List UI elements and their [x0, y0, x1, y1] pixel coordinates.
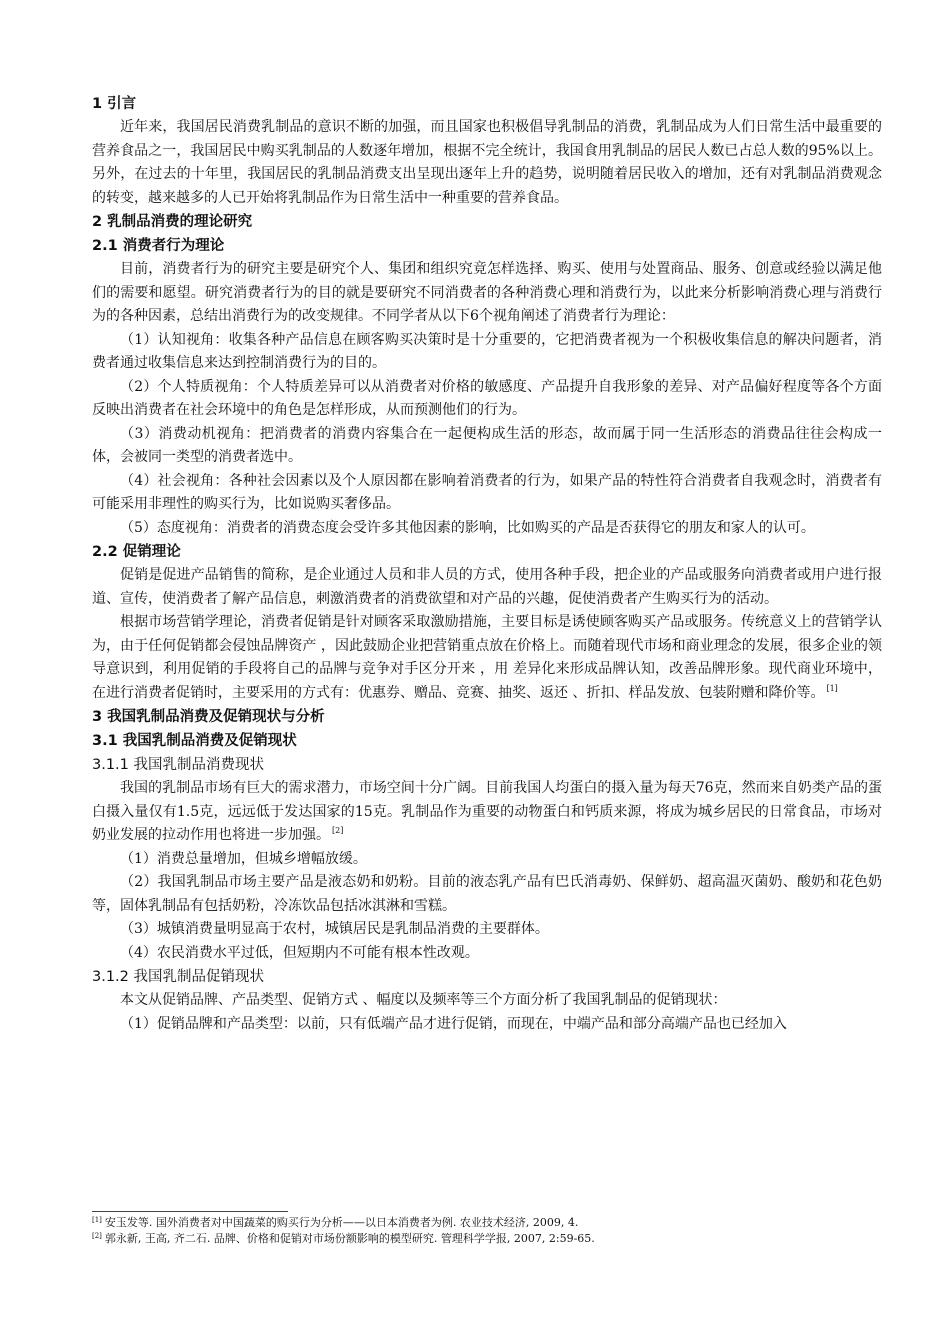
- consumer-theory-item-1: （1）认知视角：收集各种产品信息在顾客购买决策时是十分重要的，它把消费者视为一个积极收集信息的解决问题者，消费者通过收集信息来达到控制消费行为的目的。: [92, 331, 882, 371]
- citation-ref-2[interactable]: [2]: [332, 826, 344, 835]
- section-3-1-2-heading: 3.1.2 我国乳制品促销现状: [92, 969, 265, 985]
- section-2-1-heading: 2.1 消费者行为理论: [92, 238, 225, 254]
- footnote-divider: [92, 1211, 288, 1212]
- consumption-item-1: （1）消费总量增加，但城乡增幅放缓。: [120, 850, 367, 867]
- section-2-heading: 2 乳制品消费的理论研究: [92, 214, 253, 230]
- section-2-1-paragraph: 目前，消费者行为的研究主要是研究个人、集团和组织究竟怎样选择、购买、使用与处置商品、服务、创意或经验以满足他们的需要和愿望。研究消费者行为的目的就是要研究不同消费者的各种消费心理和消费行为，以此来分析影响消费心理与消费行为的各种因素，总结出消费行为的改变规律。不同学者从以下6个视角阐述了消费者行为理论：: [92, 261, 882, 324]
- section-3-1-1-paragraph: [92, 777, 882, 848]
- section-3-heading: 3 我国乳制品消费及促销现状与分析: [92, 709, 325, 725]
- section-2-2-heading: 2.2 促销理论: [92, 544, 181, 560]
- body-text: [92, 92, 882, 1036]
- promotion-item-1: （1）促销品牌和产品类型：以前，只有低端产品才进行促销，而现在，中端产品和部分高端产品也已经加入: [120, 1015, 787, 1032]
- consumption-item-2: （2）我国乳制品市场主要产品是液态奶和奶粉。目前的液态乳产品有巴氏消毒奶、保鲜奶、超高温灭菌奶、酸奶和花色奶等，固体乳制品有包括奶粉，冷冻饮品包括冰淇淋和雪糕。: [92, 874, 882, 914]
- citation-ref-1[interactable]: [1]: [826, 683, 838, 693]
- consumption-item-4: （4）农民消费水平过低，但短期内不可能有根本性改观。: [120, 944, 479, 961]
- section-2-2-paragraph-1: 促销是促进产品销售的简称，是企业通过人员和非人员的方式，使用各种手段，把企业的产品或服务向消费者或用户进行报道、宣传，使消费者了解产品信息，刺激消费者的消费欲望和对产品的兴趣，促使消费者产生购买行为的活动。: [92, 567, 882, 607]
- section-2-2-paragraph-2: [92, 611, 882, 705]
- section-2-2-paragraph-2-text: 根据市场营销学理论，消费者促销是针对顾客采取激励措施，主要目标是诱使顾客购买产品或服务。传统意义上的营销学认为，由于任何促销都会侵蚀品牌资产 ，因此鼓励企业把营销重点放在价格上。而随着现代市场和商业理念的发展，很多企业的领导意识到，利用促销的手段将自己的品牌与竞争对手区分开来 ，用 差异化来形成品牌认知，改善品牌形象。现代商业环境中，在进行消费者促销时，主要采用的方式有：优惠券、赠品、竞赛、抽奖、返还 、折扣、样品发放、包装附赠和降价等。: [92, 614, 882, 701]
- section-3-1-heading: 3.1 我国乳制品消费及促销现状: [92, 733, 297, 749]
- section-3-1-2-paragraph: 本文从促销品牌、产品类型、促销方式 、幅度以及频率等三个方面分析了我国乳制品的促销现状：: [120, 992, 727, 1008]
- footnote-1-text: 安玉发等. 国外消费者对中国蔬菜的购买行为分析——以日本消费者为例. 农业技术经济, 2009, 4.: [104, 1216, 579, 1229]
- footnote-2: [92, 1231, 882, 1247]
- section-1-heading: 1 引言: [92, 96, 137, 112]
- consumer-theory-item-5: （5）态度视角：消费者的消费态度会受许多其他因素的影响，比如购买的产品是否获得它的朋友和家人的认可。: [120, 519, 815, 536]
- section-3-1-1-heading: 3.1.1 我国乳制品消费现状: [92, 757, 265, 773]
- consumer-theory-item-4: （4）社会视角：各种社会因素以及个人原因都在影响着消费者的行为，如果产品的特性符合消费者自我观念时，消费者有可能采用非理性的购买行为，比如说购买奢侈品。: [92, 472, 882, 512]
- consumption-item-3: （3）城镇消费量明显高于农村，城镇居民是乳制品消费的主要群体。: [120, 921, 549, 937]
- consumer-theory-item-3: （3）消费动机视角：把消费者的消费内容集合在一起便构成生活的形态，故而属于同一生活形态的消费品往往会构成一体，会被同一类型的消费者选中。: [92, 425, 882, 465]
- footnotes: [92, 1211, 882, 1247]
- section-1-paragraph: 近年来，我国居民消费乳制品的意识不断的加强，而且国家也积极倡导乳制品的消费，乳制品成为人们日常生活中最重要的营养食品之一，我国居民中购买乳制品的人数逐年增加，根据不完全统计，我国食用乳制品的居民人数已占总人数的95%以上。另外，在过去的十年里，我国居民的乳制品消费支出呈现出逐年上升的趋势，说明随着居民收入的增加，还有对乳制品消费观念的转变，越来越多的人已开始将乳制品作为日常生活中一种重要的营养食品。: [92, 119, 882, 206]
- footnote-1-mark: [1]: [92, 1216, 102, 1224]
- footnote-2-mark: [2]: [92, 1232, 102, 1240]
- consumer-theory-item-2: （2）个人特质视角：个人特质差异可以从消费者对价格的敏感度、产品提升自我形象的差异、对产品偏好程度等各个方面反映出消费者在社会环境中的角色是怎样形成，从而预测他们的行为。: [92, 378, 882, 418]
- footnote-1: [92, 1215, 882, 1231]
- footnote-2-text: 郭永新, 王高, 齐二石. 品牌、价格和促销对市场份额影响的模型研究. 管理科学学报, 2007, 2:59-65.: [104, 1232, 595, 1245]
- section-3-1-1-paragraph-text: 我国的乳制品市场有巨大的需求潜力，市场空间十分广阔。目前我国人均蛋白的摄入量为每天76克，然而来自奶类产品的蛋白摄入量仅有1.5克，远远低于发达国家的15克。乳制品作为重要的动物蛋白和钙质来源，将成为城乡居民的日常食品，市场对奶业发展的拉动作用也将进一步加强。: [92, 780, 882, 843]
